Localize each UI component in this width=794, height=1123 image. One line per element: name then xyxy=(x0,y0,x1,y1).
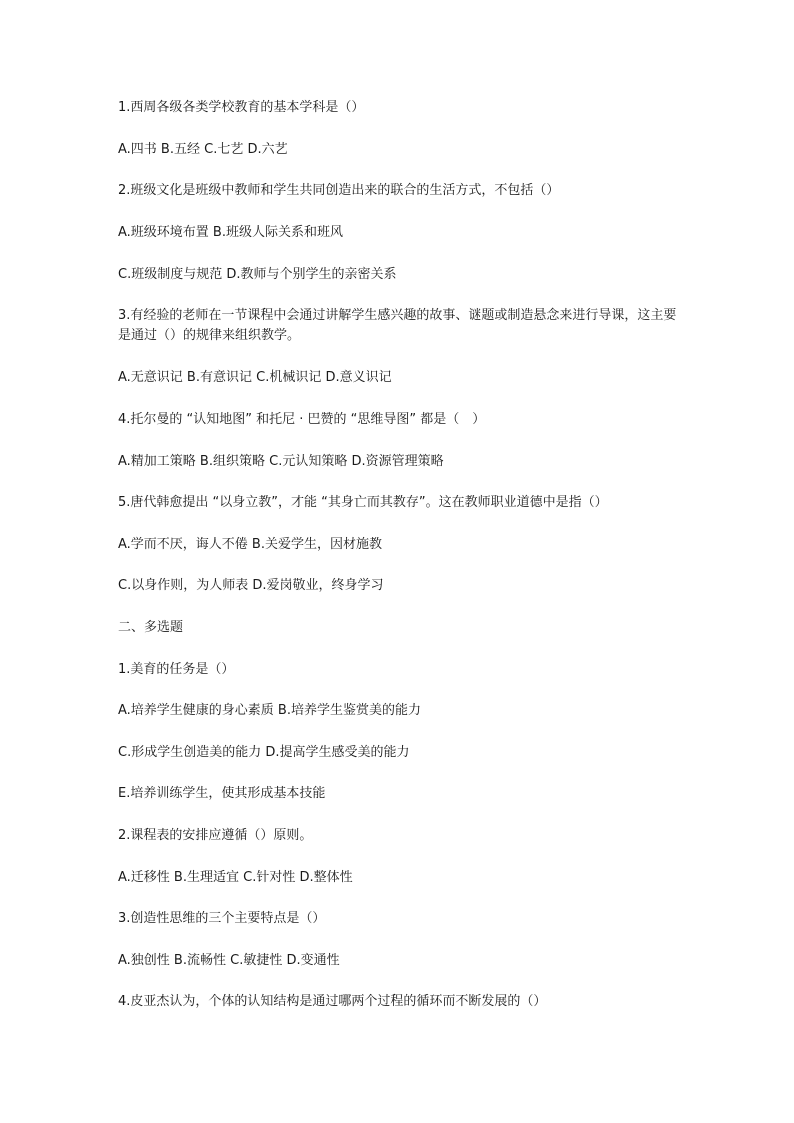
question-4-options: A.精加工策略 B.组织策略 C.元认知策略 D.资源管理策略 xyxy=(118,454,444,469)
mc-question-2-options: A.迁移性 B.生理适宜 C.针对性 D.整体性 xyxy=(118,870,353,885)
mc-question-1-options-ab: A.培养学生健康的身心素质 B.培养学生鉴赏美的能力 xyxy=(118,703,421,718)
question-5-options-ab: A.学而不厌，诲人不倦 B.关爱学生，因材施教 xyxy=(118,537,382,552)
section-heading-multiple-choice: 二、多选题 xyxy=(118,620,184,635)
question-1-stem: 1.西周各级各类学校教育的基本学科是（） xyxy=(118,100,365,115)
question-2-stem: 2.班级文化是班级中教师和学生共同创造出来的联合的生活方式，不包括（） xyxy=(118,183,560,198)
question-1-options: A.四书 B.五经 C.七艺 D.六艺 xyxy=(118,142,288,157)
mc-question-3-options: A.独创性 B.流畅性 C.敏捷性 D.变通性 xyxy=(118,953,340,968)
question-3-stem: 3.有经验的老师在一节课程中会通过讲解学生感兴趣的故事、谜题或制造悬念来进行导课，这主要是通过（）的规律来组织教学。 xyxy=(118,308,677,343)
question-5-options-cd: C.以身作则，为人师表 D.爱岗敬业，终身学习 xyxy=(118,578,384,593)
mc-question-2-stem: 2.课程表的安排应遵循（）原则。 xyxy=(118,828,313,843)
mc-question-1-options-cd: C.形成学生创造美的能力 D.提高学生感受美的能力 xyxy=(118,745,410,760)
mc-question-1-option-e: E.培养训练学生，使其形成基本技能 xyxy=(118,786,326,801)
mc-question-1-stem: 1.美育的任务是（） xyxy=(118,662,235,677)
question-3-options: A.无意识记 B.有意识记 C.机械识记 D.意义识记 xyxy=(118,370,392,385)
question-5-stem: 5.唐代韩愈提出 “以身立教”，才能 “其身亡而其教存”。这在教师职业道德中是指（） xyxy=(118,495,608,510)
question-4-stem: 4.托尔曼的 “认知地图” 和托尼 · 巴赞的 “思维导图” 都是（ ） xyxy=(118,412,486,427)
mc-question-3-stem: 3.创造性思维的三个主要特点是（） xyxy=(118,911,326,926)
question-2-options-ab: A.班级环境布置 B.班级人际关系和班风 xyxy=(118,225,343,240)
question-2-options-cd: C.班级制度与规范 D.教师与个别学生的亲密关系 xyxy=(118,267,397,282)
mc-question-4-stem: 4.皮亚杰认为，个体的认知结构是通过哪两个过程的循环而不断发展的（） xyxy=(118,994,547,1009)
